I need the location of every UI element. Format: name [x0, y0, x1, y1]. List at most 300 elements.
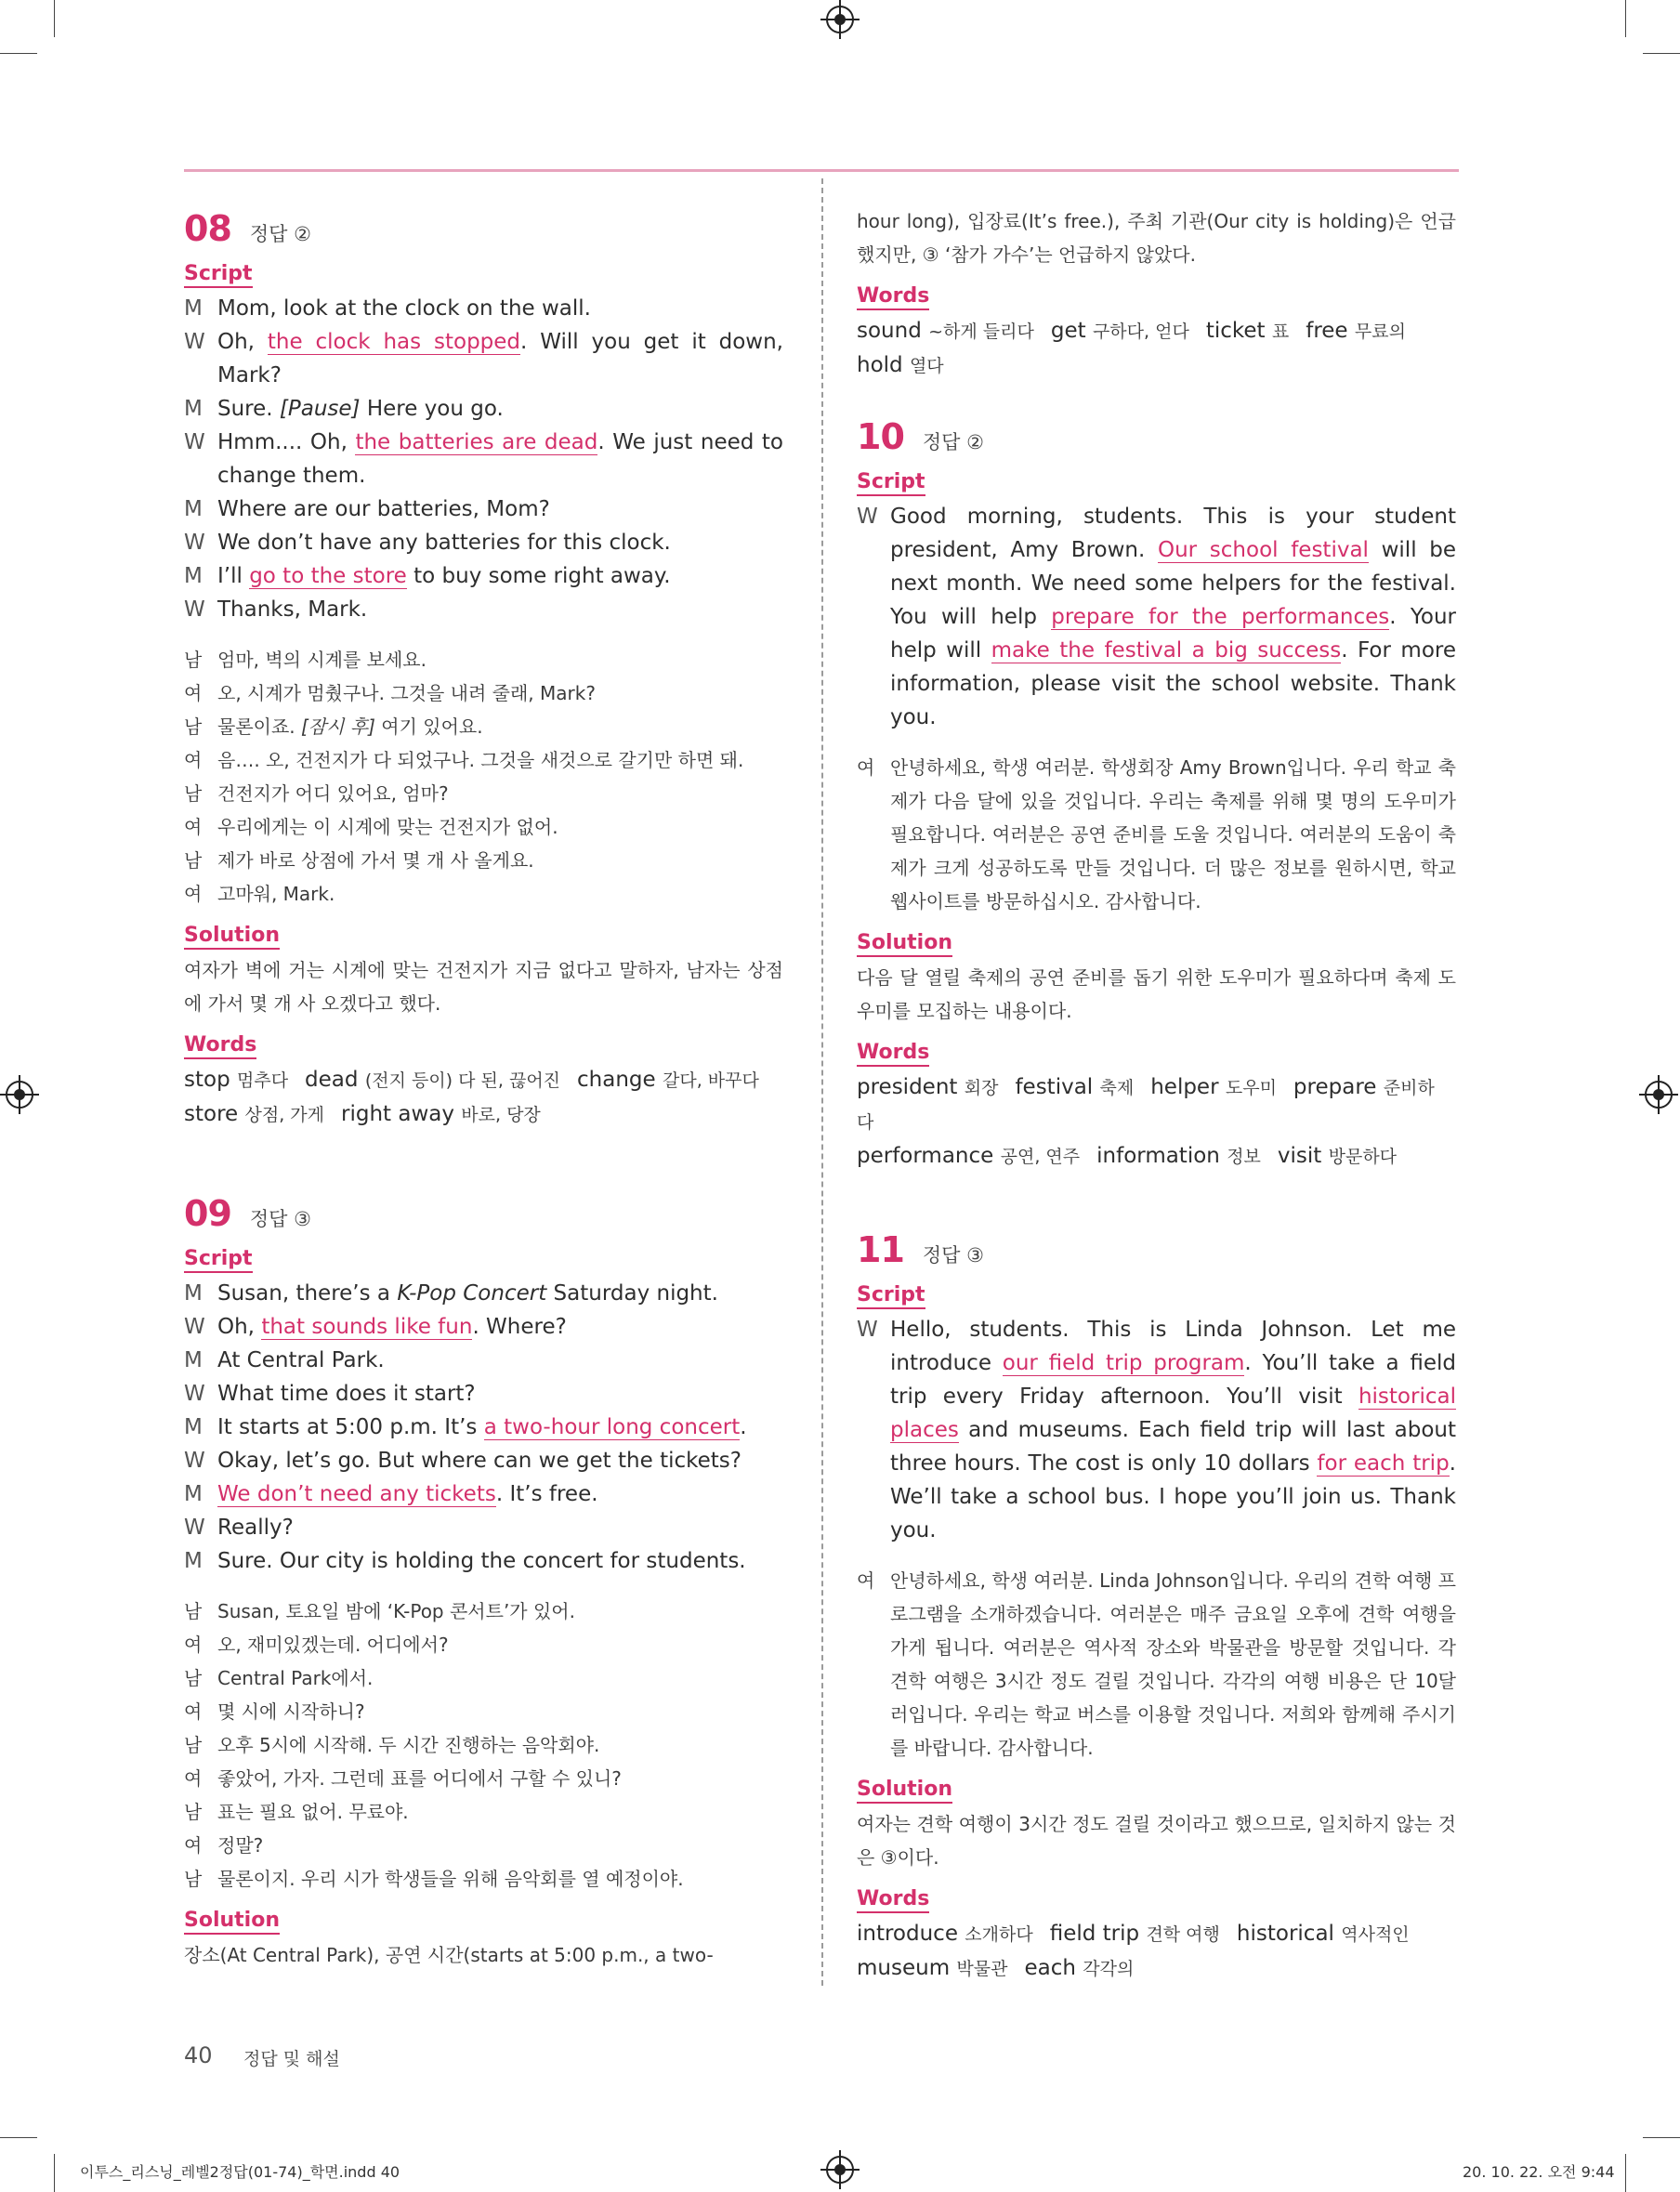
q08-words	[184, 1063, 783, 1132]
vocab-item	[1051, 319, 1189, 343]
dialog-text	[217, 292, 783, 325]
vocab-row	[184, 1097, 783, 1132]
vocab-item	[857, 319, 1034, 343]
q10-solution: 다음 달 열릴 축제의 공연 준비를 돕기 위한 도우미가 필요하다며 축제 도우미를 모집하는 내용이다.	[857, 966, 1456, 1022]
text-run: 음…. 오, 건전지가 다 되었구나. 그것을 새것으로 갈기만 하면 돼.	[217, 749, 744, 771]
text-run: Really?	[217, 1516, 294, 1540]
key-phrase: prepare for the performances	[1051, 605, 1390, 629]
key-phrase: the clock has stopped	[267, 330, 521, 354]
text-run: 물론이지. 우리 시가 학생들을 위해 음악회를 열 예정이야.	[217, 1868, 684, 1890]
vocab-row	[184, 1063, 783, 1097]
dialog-text	[217, 392, 783, 426]
dialog-line	[184, 643, 783, 676]
vocab-item	[184, 1068, 288, 1092]
answer-label: 정답 ②	[249, 223, 311, 245]
q10-translation	[857, 751, 1456, 918]
vocab-word: dead	[305, 1068, 365, 1092]
right-column	[857, 204, 1456, 1986]
vocab-meaning: 박물관	[956, 1959, 1008, 1979]
speaker-label: 남	[184, 1600, 203, 1622]
vocab-meaning: 표	[1271, 322, 1290, 342]
dialog-text	[217, 1661, 783, 1695]
dialog-text	[217, 710, 783, 743]
q11-translation	[857, 1564, 1456, 1765]
text-run: Thanks, Mark.	[217, 597, 368, 622]
dialog-line	[184, 1595, 783, 1628]
speaker-label: 남	[184, 1801, 203, 1823]
speaker-label: 남	[184, 849, 203, 872]
text-run: 고마워, Mark.	[217, 883, 335, 905]
text-run: . We’ll take a school bus. I hope you’ll join us. Thank you.	[890, 1451, 1456, 1542]
dialog-text	[217, 676, 783, 710]
vocab-word: prepare	[1293, 1075, 1384, 1099]
q11-script	[857, 1313, 1456, 1547]
dialog-line	[184, 1544, 783, 1578]
vocab-meaning: 열다	[909, 356, 944, 376]
key-phrase: that sounds like fun	[261, 1315, 473, 1339]
speaker-label: M	[184, 1415, 203, 1439]
text-run: Good morning, students. This is your student president, Amy Brown.	[890, 505, 1456, 562]
answer-label: 정답 ②	[922, 431, 984, 453]
question-11-header	[857, 1229, 1456, 1270]
dialog-line	[184, 1444, 783, 1477]
text-run: 표는 필요 없어. 무료야.	[217, 1801, 409, 1823]
dialog-text	[217, 1795, 783, 1829]
vocab-word: ticket	[1205, 319, 1272, 343]
speaker-label: M	[184, 564, 203, 588]
vocab-meaning: 바로, 당장	[461, 1105, 541, 1125]
vocab-row	[857, 1917, 1456, 1951]
key-phrase: a two-hour long concert	[483, 1415, 741, 1439]
dialog-text	[217, 1544, 783, 1578]
text-run: At Central Park.	[217, 1348, 385, 1372]
dialog-line	[184, 877, 783, 911]
speaker-label: 여	[184, 749, 203, 771]
text-run: 오, 시계가 멈췄구나. 그것을 내려 줄래, Mark?	[217, 682, 596, 704]
key-phrase: the batteries are dead	[355, 430, 598, 454]
vocab-meaning: (전지 등이) 다 된, 끊어진	[364, 1070, 561, 1091]
dialog-line	[184, 559, 783, 593]
stage-direction: [잠시 후]	[301, 715, 375, 738]
dialog-text	[217, 1628, 783, 1661]
dialog-line	[184, 1795, 783, 1829]
text-run: Mom, look at the clock on the wall.	[217, 296, 591, 321]
speaker-label: 여	[184, 883, 203, 905]
vocab-item	[1278, 1144, 1397, 1168]
vocab-word: right away	[341, 1102, 462, 1126]
q09-script	[184, 1277, 783, 1578]
key-phrase: historical places	[890, 1385, 1456, 1442]
text-run: .	[740, 1415, 747, 1439]
text-run: Oh,	[217, 330, 268, 354]
script-heading: Script	[857, 470, 925, 496]
words-heading: Words	[857, 1887, 929, 1913]
dialog-text	[217, 593, 783, 626]
vocab-item	[857, 1922, 1033, 1946]
dialog-line	[184, 710, 783, 743]
vocab-meaning: 갈다, 바꾸다	[663, 1070, 759, 1091]
dialog-text	[217, 1411, 783, 1444]
speaker-label: 남	[184, 715, 203, 738]
dialog-text	[217, 492, 783, 526]
solution-heading: Solution	[184, 1909, 280, 1935]
speaker-label: M	[184, 397, 203, 421]
vocab-word: hold	[857, 353, 910, 377]
dialog-line	[184, 1728, 783, 1762]
page-number: 40	[184, 2042, 213, 2068]
vocab-meaning: 멈추다	[236, 1070, 289, 1091]
speaker-label: W	[184, 1315, 205, 1339]
vocab-word: change	[577, 1068, 663, 1092]
vocab-meaning: 준비하다	[857, 1078, 1435, 1133]
registration-mark-icon	[826, 2156, 854, 2184]
vocab-row	[857, 314, 1456, 348]
words-heading: Words	[857, 284, 929, 310]
solution-heading: Solution	[857, 1778, 952, 1804]
q11-solution: 여자는 견학 여행이 3시간 정도 걸릴 것이라고 했으므로, 일치하지 않는 것은 ③이다.	[857, 1813, 1456, 1869]
text-run: What time does it start?	[217, 1382, 476, 1406]
vocab-word: field trip	[1049, 1922, 1147, 1946]
text-run: 건전지가 어디 있어요, 엄마?	[217, 782, 449, 805]
stage-direction: [Pause]	[279, 397, 361, 421]
text-run: Susan, there’s a	[217, 1281, 398, 1306]
text-run: . For more information, please visit the school website. Thank you.	[890, 638, 1457, 729]
vocab-word: helper	[1150, 1075, 1226, 1099]
speaker-label: W	[184, 430, 205, 454]
dialog-line	[857, 751, 1456, 918]
text-run: Sure. Our city is holding the concert for students.	[217, 1549, 746, 1573]
script-heading: Script	[857, 1283, 925, 1309]
vocab-item	[305, 1068, 560, 1092]
words-heading: Words	[857, 1041, 929, 1067]
q08-translation	[184, 643, 783, 911]
registration-mark-icon	[826, 6, 854, 33]
vocab-meaning: 정보	[1227, 1147, 1261, 1167]
text-run: Here you go.	[360, 397, 504, 421]
question-10-header	[857, 416, 1456, 457]
text-run: It starts at 5:00 p.m. It’s	[217, 1415, 484, 1439]
speaker-label: M	[184, 1348, 203, 1372]
question-number: 08	[184, 208, 231, 249]
vocab-item	[1096, 1144, 1261, 1168]
dialog-line	[184, 526, 783, 559]
text-run: . Will you get it down, Mark?	[217, 330, 783, 387]
text-run: 엄마, 벽의 시계를 보세요.	[217, 649, 427, 671]
dialog-line	[184, 1277, 783, 1310]
answer-label: 정답 ③	[249, 1208, 311, 1230]
dialog-line	[857, 1313, 1456, 1547]
vocab-word: information	[1096, 1144, 1227, 1168]
text-run: Okay, let’s go. But where can we get the tickets?	[217, 1449, 742, 1473]
crop-mark	[1625, 0, 1626, 37]
text-run: . We just need to change them.	[217, 430, 783, 488]
vocab-item	[1050, 1922, 1220, 1946]
dialog-line	[184, 1829, 783, 1862]
dialog-line	[184, 676, 783, 710]
dialog-text	[890, 751, 1456, 918]
vocab-word: visit	[1277, 1144, 1329, 1168]
text-run: will be next month. We need some helpers for the festival. You will help	[890, 538, 1457, 629]
dialog-text	[217, 426, 783, 492]
text-run: 제가 바로 상점에 가서 몇 개 사 올게요.	[217, 849, 534, 872]
dialog-line	[184, 1511, 783, 1544]
dialog-text	[217, 1277, 783, 1310]
key-phrase: our field trip program	[1002, 1351, 1245, 1375]
vocab-word: sound	[857, 319, 929, 343]
speaker-label: 남	[184, 649, 203, 671]
speaker-label: W	[184, 1382, 205, 1406]
dialog-text	[217, 810, 783, 844]
solution-heading: Solution	[184, 924, 280, 950]
vocab-word: museum	[857, 1956, 957, 1980]
speaker-label: 여	[184, 1634, 203, 1656]
registration-mark-icon	[6, 1081, 33, 1109]
key-phrase: make the festival a big success	[991, 638, 1342, 663]
dialog-line	[184, 292, 783, 325]
speaker-label: 여	[857, 1569, 875, 1592]
text-run: 물론이죠.	[217, 715, 301, 738]
dialog-text	[890, 500, 1456, 734]
dialog-text	[217, 1695, 783, 1728]
dialog-text	[217, 743, 783, 777]
text-run: 몇 시에 시작하니?	[217, 1700, 365, 1723]
vocab-item	[184, 1102, 324, 1126]
vocab-meaning: ~하게 들리다	[928, 322, 1034, 342]
dialog-text	[890, 1313, 1456, 1547]
speaker-label: W	[857, 1318, 878, 1342]
vocab-row	[857, 1070, 1456, 1139]
speaker-label: 여	[857, 756, 875, 779]
text-run: 여기 있어요.	[374, 715, 483, 738]
speaker-label: W	[184, 330, 205, 354]
dialog-text	[217, 1862, 783, 1896]
speaker-label: M	[184, 497, 203, 521]
vocab-word: stop	[184, 1068, 237, 1092]
text-run: 안녕하세요, 학생 여러분. Linda Johnson입니다. 우리의 견학 여행 프로그램을 소개하겠습니다. 여러분은 매주 금요일 오후에 견학 여행을 가게 됩니다. 여러분은 역사적 장소와 박물관을 방문할 것입니다. 각 견학 여행은 3시간 정도 걸릴 것입니다. 각각의 여행 비용은 단 10달러입니다. 우리는 학교 버스를 이용할 것입니다. 저희와 함께해 주시기를 바랍니다. 감사합니다.	[890, 1569, 1456, 1759]
speaker-label: 남	[184, 782, 203, 805]
vocab-row	[857, 1951, 1456, 1986]
text-run: Saturday night.	[546, 1281, 718, 1306]
text-run: to buy some right away.	[406, 564, 671, 588]
speaker-label: 남	[184, 1667, 203, 1689]
dialog-text	[217, 1595, 783, 1628]
vocab-item	[577, 1068, 759, 1092]
dialog-line	[184, 325, 783, 392]
vocab-item	[857, 353, 944, 377]
question-number: 11	[857, 1229, 904, 1270]
dialog-text	[217, 526, 783, 559]
key-phrase: for each trip	[1317, 1451, 1450, 1476]
dialog-line	[184, 1477, 783, 1511]
text-run: We don’t have any batteries for this clock.	[217, 531, 671, 555]
print-slug-filename: 이투스_리스닝_레벨2정답(01-74)_학면.indd 40	[80, 2163, 400, 2181]
dialog-text	[890, 1564, 1456, 1765]
dialog-line	[184, 392, 783, 426]
text-run: . Your help will	[890, 605, 1456, 663]
header-rule	[184, 169, 1459, 172]
dialog-line	[184, 777, 783, 810]
text-run: . It’s free.	[495, 1482, 598, 1506]
speaker-label: 여	[184, 1700, 203, 1723]
question-09-header	[184, 1193, 783, 1234]
text-run: Susan, 토요일 밤에 ‘K-Pop 콘서트’가 있어.	[217, 1600, 575, 1622]
vocab-meaning: 견학 여행	[1146, 1924, 1220, 1945]
dialog-text	[217, 325, 783, 392]
vocab-row	[857, 1139, 1456, 1174]
vocab-meaning: 역사적인	[1341, 1924, 1410, 1945]
dialog-text	[217, 643, 783, 676]
dialog-line	[184, 1344, 783, 1377]
vocab-row	[857, 348, 1456, 383]
text-run: . You’ll take a field trip every Friday afternoon. You’ll visit	[890, 1351, 1457, 1409]
vocab-item	[857, 1956, 1007, 1980]
text-run: 안녕하세요, 학생 여러분. 학생회장 Amy Brown입니다. 우리 학교 축제가 다음 달에 있을 것입니다. 우리는 축제를 위해 몇 명의 도우미가 필요합니다. 여러분은 공연 준비를 도울 것입니다. 여러분의 도움이 축제가 크게 성공하도록 만들 것입니다. 더 많은 정보를 원하시면, 학교 웹사이트를 방문하십시오. 감사합니다.	[890, 756, 1456, 912]
key-phrase: go to the store	[249, 564, 407, 588]
text-run: 오, 재미있겠는데. 어디에서?	[217, 1634, 449, 1656]
speaker-label: 여	[184, 1834, 203, 1857]
speaker-label: W	[184, 531, 205, 555]
dialog-line	[184, 1411, 783, 1444]
dialog-line	[857, 500, 1456, 734]
dialog-line	[184, 593, 783, 626]
vocab-word: festival	[1015, 1075, 1100, 1099]
speaker-label: W	[184, 1449, 205, 1473]
print-slug-timestamp: 20. 10. 22. 오전 9:44	[1463, 2163, 1615, 2181]
text-run: Hello, students. This is Linda Johnson. Let me introduce	[890, 1318, 1456, 1375]
q08-solution: 여자가 벽에 거는 시계에 맞는 건전지가 지금 없다고 말하자, 남자는 상점에 가서 몇 개 사 오겠다고 했다.	[184, 959, 783, 1015]
speaker-label: M	[184, 296, 203, 321]
text-run: Where are our batteries, Mom?	[217, 497, 550, 521]
dialog-text	[217, 1728, 783, 1762]
dialog-line	[184, 1310, 783, 1344]
crop-mark	[1625, 2154, 1626, 2192]
vocab-meaning: 도우미	[1225, 1078, 1277, 1098]
question-number: 10	[857, 416, 904, 457]
vocab-meaning: 무료의	[1354, 322, 1406, 342]
registration-mark-icon	[1645, 1081, 1673, 1109]
text-run: Sure.	[217, 397, 280, 421]
vocab-meaning: 각각의	[1083, 1959, 1135, 1979]
text-run: 정말?	[217, 1834, 264, 1857]
key-phrase: We don’t need any tickets	[217, 1482, 496, 1506]
left-column	[184, 208, 783, 1972]
vocab-meaning: 공연, 연주	[1000, 1147, 1081, 1167]
dialog-line	[184, 492, 783, 526]
dialog-line	[184, 1628, 783, 1661]
dialog-text	[217, 1511, 783, 1544]
vocab-meaning: 회장	[964, 1078, 999, 1098]
vocab-meaning: 상점, 가게	[244, 1105, 324, 1125]
speaker-label: 여	[184, 816, 203, 838]
footer-label: 정답 및 해설	[243, 2049, 340, 2069]
vocab-meaning: 방문하다	[1328, 1147, 1398, 1167]
crop-mark	[1643, 2137, 1680, 2138]
dialog-text	[217, 1444, 783, 1477]
dialog-line	[184, 426, 783, 492]
vocab-word: president	[857, 1075, 965, 1099]
q10-script	[857, 500, 1456, 734]
vocab-item	[1150, 1075, 1277, 1099]
speaker-label: M	[184, 1549, 203, 1573]
text-run: Oh,	[217, 1315, 262, 1339]
dialog-line	[184, 810, 783, 844]
text-run: I’ll	[217, 564, 250, 588]
column-divider	[821, 178, 823, 1986]
q08-script	[184, 292, 783, 626]
speaker-label: 여	[184, 682, 203, 704]
speaker-label: W	[184, 1516, 205, 1540]
dialog-line	[184, 844, 783, 877]
vocab-item	[857, 1075, 998, 1099]
vocab-word: get	[1050, 319, 1093, 343]
vocab-word: performance	[857, 1144, 1001, 1168]
dialog-line	[184, 1762, 783, 1795]
dialog-text	[217, 1377, 783, 1411]
text-run: 우리에게는 이 시계에 맞는 건전지가 없어.	[217, 816, 558, 838]
speaker-label: W	[857, 505, 878, 529]
key-phrase: Our school festival	[1157, 538, 1369, 562]
dialog-line	[184, 1695, 783, 1728]
vocab-item	[341, 1102, 541, 1126]
vocab-item	[1015, 1075, 1134, 1099]
dialog-text	[217, 1477, 783, 1511]
dialog-line	[184, 1661, 783, 1695]
speaker-label: 여	[184, 1767, 203, 1790]
text-run: and museums. Each field trip will last about three hours. The cost is only 10 dollars	[890, 1418, 1456, 1476]
vocab-item	[1024, 1956, 1134, 1980]
vocab-item	[1237, 1922, 1410, 1946]
text-run: Central Park에서.	[217, 1667, 374, 1689]
dialog-text	[217, 559, 783, 593]
dialog-line	[857, 1564, 1456, 1765]
dialog-text	[217, 1310, 783, 1344]
vocab-item	[857, 1144, 1080, 1168]
text-run: 오후 5시에 시작해. 두 시간 진행하는 음악회야.	[217, 1734, 600, 1756]
speaker-label: M	[184, 1281, 203, 1306]
vocab-word: historical	[1236, 1922, 1342, 1946]
dialog-text	[217, 1829, 783, 1862]
vocab-meaning: 구하다, 얻다	[1092, 322, 1189, 342]
speaker-label: 남	[184, 1868, 203, 1890]
dialog-line	[184, 1377, 783, 1411]
q09-solution-start: 장소(At Central Park), 공연 시간(starts at 5:00 p.m., a two-	[184, 1944, 714, 1966]
vocab-word: each	[1024, 1956, 1083, 1980]
question-08-header	[184, 208, 783, 249]
speaker-label: 남	[184, 1734, 203, 1756]
speaker-label: M	[184, 1482, 203, 1506]
crop-mark	[0, 2137, 37, 2138]
text-run: . Where?	[472, 1315, 567, 1339]
crop-mark	[1643, 53, 1680, 54]
crop-mark	[54, 2154, 55, 2192]
dialog-text	[217, 1344, 783, 1377]
question-number: 09	[184, 1193, 231, 1234]
script-heading: Script	[184, 1247, 253, 1273]
text-run: Hmm.... Oh,	[217, 430, 356, 454]
vocab-item	[1306, 319, 1406, 343]
q09-words	[857, 314, 1456, 383]
q10-words	[857, 1070, 1456, 1174]
dialog-text	[217, 1762, 783, 1795]
vocab-item	[1206, 319, 1289, 343]
vocab-word: introduce	[857, 1922, 965, 1946]
vocab-word: free	[1306, 319, 1355, 343]
words-heading: Words	[184, 1033, 256, 1059]
answer-label: 정답 ③	[922, 1244, 984, 1267]
vocab-meaning: 축제	[1099, 1078, 1135, 1098]
dialog-line	[184, 743, 783, 777]
speaker-label: W	[184, 597, 205, 622]
